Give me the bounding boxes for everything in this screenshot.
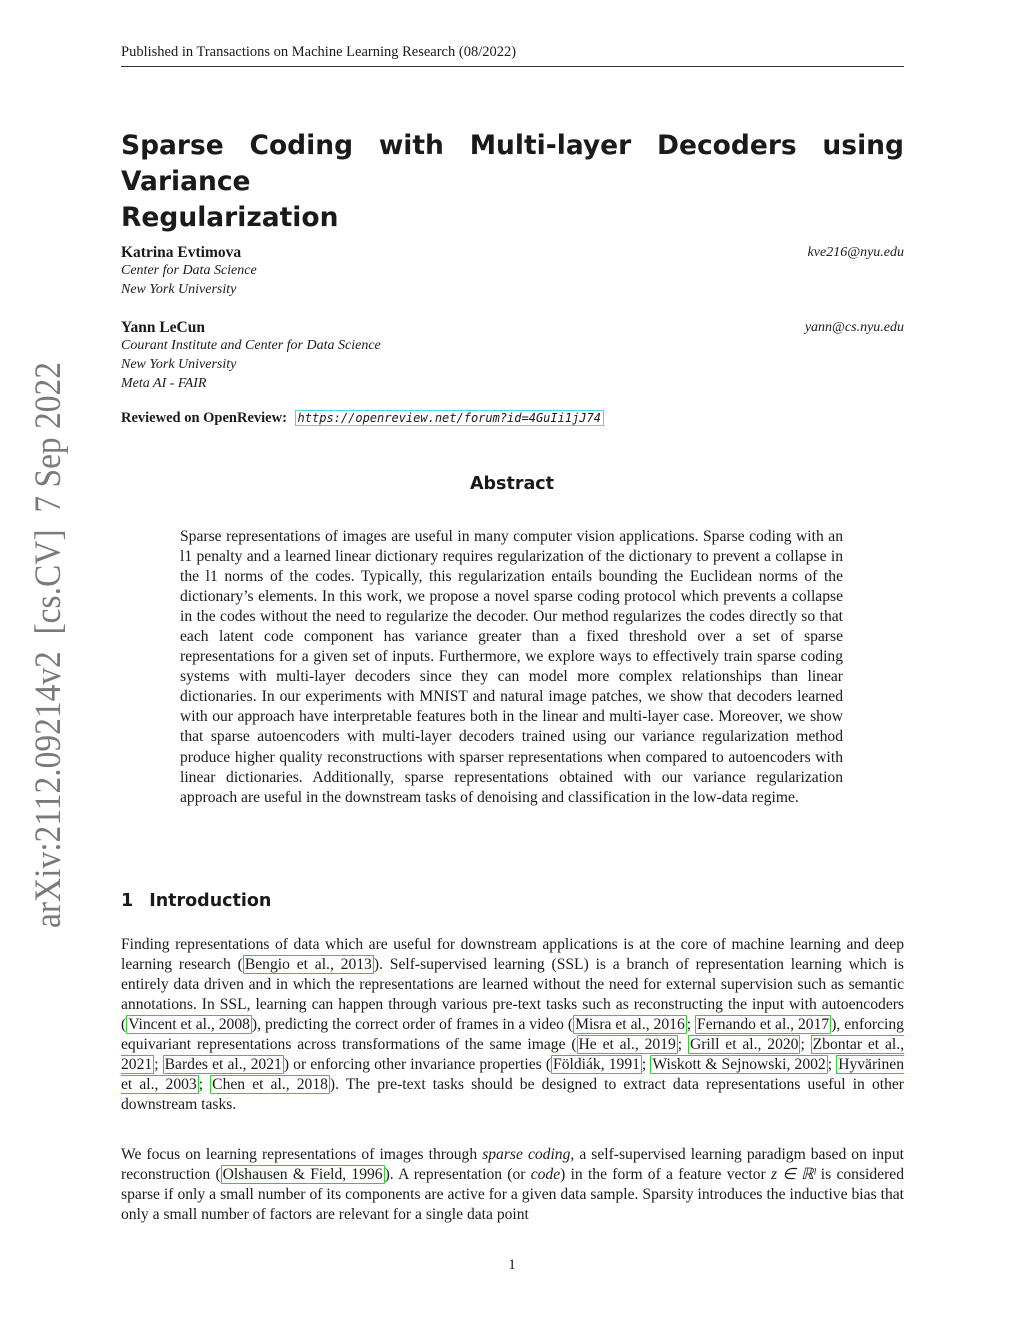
- citation-link[interactable]: Misra et al., 2016: [575, 1016, 685, 1034]
- review-label: Reviewed on OpenReview:: [121, 410, 287, 426]
- citation-link[interactable]: Vincent et al., 2008: [128, 1016, 250, 1034]
- citation-link[interactable]: Zbontar et al., 2021: [121, 1036, 905, 1074]
- citation-link[interactable]: Bardes et al., 2021: [164, 1056, 282, 1074]
- citation-link[interactable]: Chen et al., 2018: [212, 1076, 328, 1094]
- author-email[interactable]: yann@cs.nyu.edu: [804, 320, 904, 335]
- citation-link[interactable]: Földiák, 1991: [553, 1056, 640, 1074]
- citation-link[interactable]: Bengio et al., 2013: [244, 956, 372, 974]
- section-heading: [121, 891, 271, 911]
- intro-paragraph-1: Finding representations of data which are useful for downstream applications is at the core of machine learning and deep learning research ( Bengio et al., 2013 ). Self-supervised learning (SSL) is a branch of representation learning which is entirely data driven and in which the representations are learned without the need for external supervision such as semantic annotations. In SSL, learning can happen through various pre-text tasks such as reconstructing the input with autoencoders ( Vincent et al., 2008 ), predicting the correct order of frames in a video ( Misra et al., 2016 ; Fernando et al., 2017 ), enforcing equivariant representations across transformations of the same image ( He et al., 2019 ; Grill et al., 2020 ; Zbontar et al., 2021 ; Bardes et al., 2021 ) or enforcing other invariance properties ( Földiák, 1991 ; Wiskott & Sejnowski, 2002 ; Hyvärinen et al., 2003 ; Chen et al., 2018 ). The pre-text tasks should be designed to extract data representations useful in other downstream tasks.: [121, 936, 905, 1114]
- paragraph-text: ). A representation (or: [384, 1166, 531, 1184]
- paragraph-text: , a self-supervised learning paradigm based on input reconstruction (: [121, 1146, 904, 1184]
- author-name: Yann LeCun: [121, 319, 205, 336]
- paragraph-text: ). Self-supervised learning (SSL) is a branch of representation learning which is entirely data driven and in which the representations are learned without the need for external supervision such as semantic annotations. In SSL, learning can happen through various pre-text tasks such as reconstructing the input with autoencoders (: [121, 956, 904, 1034]
- openreview-link[interactable]: https://openreview.net/forum?id=4GuIi1jJ74: [295, 410, 604, 426]
- paragraph-text: ) or enforcing other invariance properties (: [283, 1056, 552, 1074]
- citation-link[interactable]: He et al., 2019: [578, 1036, 676, 1054]
- citation-link[interactable]: Hyvärinen et al., 2003: [121, 1056, 905, 1094]
- section-title: Introduction: [149, 891, 272, 911]
- paper-title: [121, 128, 904, 236]
- running-head: Published in Transactions on Machine Learning Research (08/2022): [121, 44, 904, 67]
- abstract-heading: Abstract: [469, 474, 555, 494]
- author-name: Katrina Evtimova: [121, 244, 242, 261]
- title-line-1: Sparse Coding with Multi-layer Decoders using Variance: [121, 130, 904, 197]
- abstract-text: Sparse representations of images are useful in many computer vision applications. Sparse coding with an l1 penalty and a learned linear dictionary requires regularization of the dictionary to prevent a collapse in the l1 norms of the codes. Typically, this regularization entails bounding the Euclidean norms of the dictionary’s elements. In this work, we propose a novel sparse coding protocol which prevents a collapse in the codes without the need to regularize the decoder. Our method regularizes the codes directly so that each latent code component has variance greater than a fixed threshold over a set of sparse representations for a given set of inputs. Furthermore, we explore ways to effectively train sparse coding systems with multi-layer decoders since they can model more complex relationships than linear dictionaries. In our experiments with MNIST and natural image patches, we show that decoders learned with our approach have interpretable features both in the linear and multi-layer case. Moreover, we show that sparse autoencoders with multi-layer decoders trained using our variance regularization method produce higher quality reconstructions with sparser representations when compared to autoencoders with linear dictionaries. Additionally, sparse representations obtained with our variance regularization approach are useful in the downstream tasks of denoising and classification in the low-data regime.: [180, 528, 843, 806]
- paragraph-text: is considered sparse if only a small number of its components are active for a given data sample. Sparsity introduces the inductive bias that only a small number of factors are relevant for a single data point: [121, 1166, 904, 1224]
- paragraph-text: ), enforcing equivariant representations across transformations of the same image (: [121, 1016, 904, 1054]
- arxiv-id-text: arXiv:2112.09214v2 [cs.CV] 7 Sep 2022: [28, 360, 69, 928]
- title-line-2: Regularization: [121, 202, 339, 233]
- math-expression: z ∈ ℝˡ: [770, 1166, 816, 1184]
- author-block-2: [121, 318, 904, 393]
- citation-link[interactable]: Grill et al., 2020: [689, 1036, 799, 1054]
- author-affiliation: New York University: [121, 356, 237, 372]
- paragraph-text: ), predicting the correct order of frames in a video (: [251, 1016, 574, 1034]
- intro-paragraph-2: [121, 1145, 904, 1225]
- citation-link[interactable]: Wiskott & Sejnowski, 2002: [652, 1056, 826, 1074]
- arxiv-stamp: [20, 360, 72, 930]
- emphasis-text: code: [530, 1166, 561, 1184]
- page-number: 1: [508, 1257, 516, 1273]
- author-affiliation: New York University: [121, 281, 237, 297]
- author-affiliation: Courant Institute and Center for Data Science: [121, 338, 381, 353]
- paragraph-text: ) in the form of a feature vector: [560, 1166, 771, 1184]
- author-email[interactable]: kve216@nyu.edu: [807, 245, 904, 260]
- author-affiliation: Center for Data Science: [121, 263, 257, 278]
- author-block-1: [121, 243, 904, 300]
- paragraph-text: ). The pre-text tasks should be designed to extract data representations useful in other downstream tasks.: [121, 1076, 905, 1114]
- citation-link[interactable]: Fernando et al., 2017: [697, 1016, 830, 1034]
- paragraph-text: Finding representations of data which are useful for downstream applications is at the core of machine learning and deep learning research (: [121, 936, 904, 974]
- paragraph-text: We focus on learning representations of images through: [121, 1146, 483, 1163]
- emphasis-text: sparse coding: [482, 1146, 571, 1163]
- review-line: [121, 410, 604, 427]
- author-affiliation: Meta AI - FAIR: [121, 375, 207, 391]
- section-number: 1: [121, 891, 134, 911]
- citation-link[interactable]: Olshausen & Field, 1996: [222, 1166, 383, 1184]
